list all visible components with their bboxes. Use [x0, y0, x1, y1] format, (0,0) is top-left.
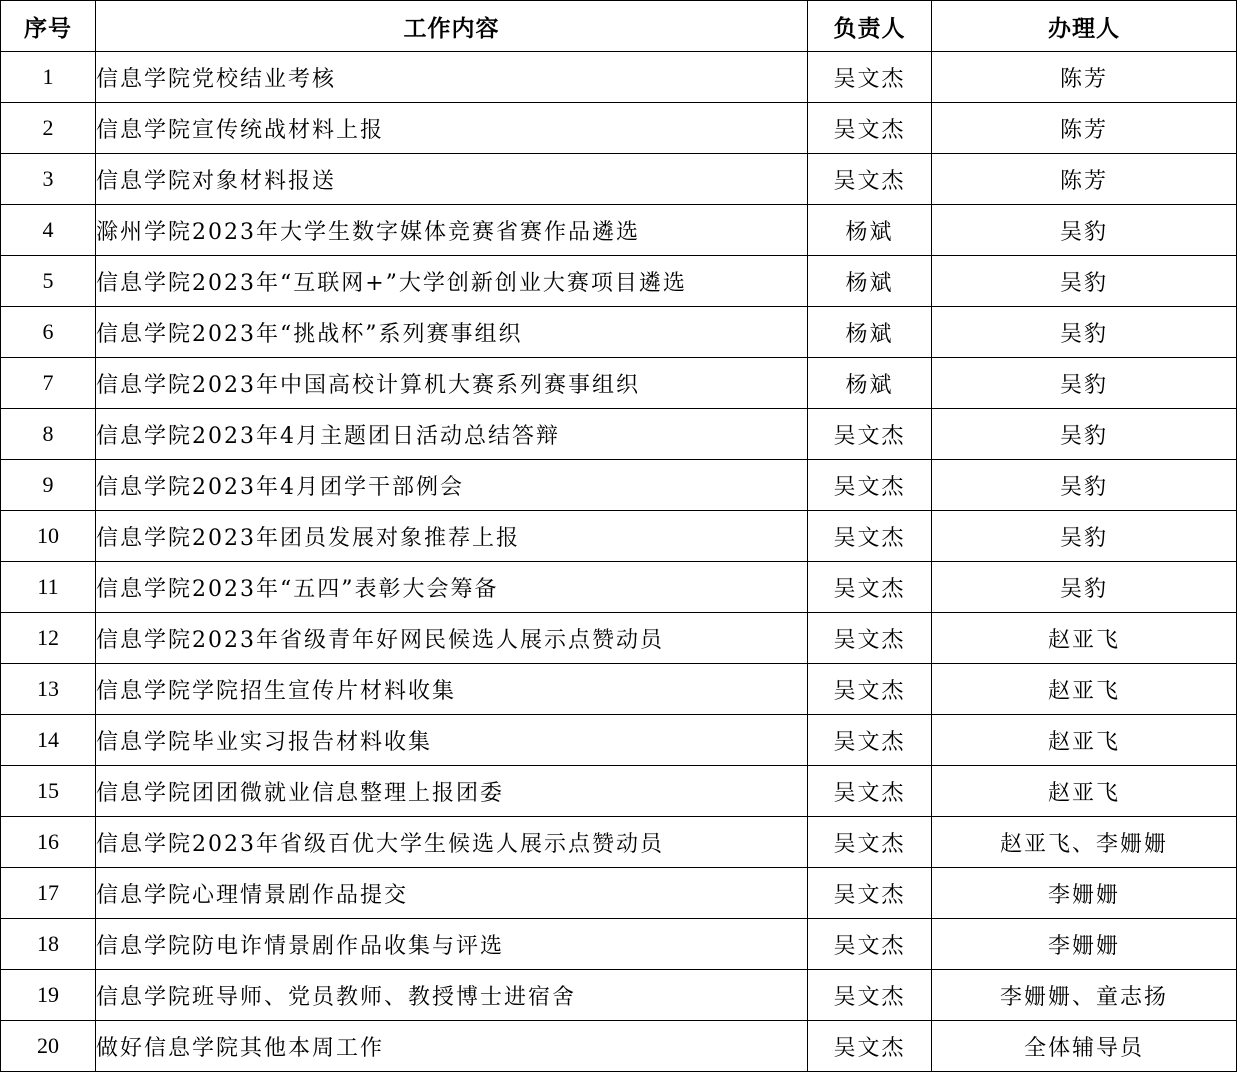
row-number: 7	[1, 358, 96, 409]
row-owner: 吴文杰	[808, 715, 932, 766]
row-work-content: 信息学院2023年“挑战杯”系列赛事组织	[96, 307, 808, 358]
row-owner: 吴文杰	[808, 970, 932, 1021]
table-row	[1, 817, 1237, 868]
row-number: 8	[1, 409, 96, 460]
row-handler: 陈芳	[932, 154, 1237, 205]
row-handler: 李姗姗、童志扬	[932, 970, 1237, 1021]
row-handler: 赵亚飞	[932, 766, 1237, 817]
row-number: 11	[1, 562, 96, 613]
table-row	[1, 358, 1237, 409]
row-work-content: 信息学院班导师、党员教师、教授博士进宿舍	[96, 970, 808, 1021]
row-owner: 吴文杰	[808, 613, 932, 664]
table-body	[1, 52, 1237, 1072]
row-work-content: 信息学院2023年团员发展对象推荐上报	[96, 511, 808, 562]
row-number: 5	[1, 256, 96, 307]
row-work-content: 信息学院2023年“五四”表彰大会筹备	[96, 562, 808, 613]
table-row	[1, 256, 1237, 307]
row-work-content: 信息学院团团微就业信息整理上报团委	[96, 766, 808, 817]
row-owner: 吴文杰	[808, 103, 932, 154]
row-handler: 吴豹	[932, 562, 1237, 613]
header-no: 序号	[1, 1, 96, 52]
table-row	[1, 1021, 1237, 1072]
row-handler: 李姗姗	[932, 919, 1237, 970]
table-row	[1, 613, 1237, 664]
row-handler: 全体辅导员	[932, 1021, 1237, 1072]
table-row	[1, 664, 1237, 715]
row-number: 1	[1, 52, 96, 103]
row-work-content: 信息学院2023年中国高校计算机大赛系列赛事组织	[96, 358, 808, 409]
row-work-content: 信息学院学院招生宣传片材料收集	[96, 664, 808, 715]
row-handler: 李姗姗	[932, 868, 1237, 919]
row-number: 20	[1, 1021, 96, 1072]
row-number: 2	[1, 103, 96, 154]
row-handler: 吴豹	[932, 460, 1237, 511]
row-handler: 吴豹	[932, 256, 1237, 307]
table-row	[1, 766, 1237, 817]
row-number: 15	[1, 766, 96, 817]
row-work-content: 滁州学院2023年大学生数字媒体竞赛省赛作品遴选	[96, 205, 808, 256]
table-row	[1, 919, 1237, 970]
row-number: 14	[1, 715, 96, 766]
row-owner: 吴文杰	[808, 919, 932, 970]
row-number: 3	[1, 154, 96, 205]
row-work-content: 信息学院对象材料报送	[96, 154, 808, 205]
row-work-content: 做好信息学院其他本周工作	[96, 1021, 808, 1072]
row-number: 10	[1, 511, 96, 562]
row-owner: 吴文杰	[808, 511, 932, 562]
row-work-content: 信息学院2023年省级青年好网民候选人展示点赞动员	[96, 613, 808, 664]
row-handler: 陈芳	[932, 103, 1237, 154]
table-row	[1, 154, 1237, 205]
row-handler: 吴豹	[932, 205, 1237, 256]
table-header-row	[1, 1, 1237, 52]
row-number: 9	[1, 460, 96, 511]
row-work-content: 信息学院宣传统战材料上报	[96, 103, 808, 154]
row-owner: 吴文杰	[808, 817, 932, 868]
table-row	[1, 562, 1237, 613]
row-owner: 吴文杰	[808, 664, 932, 715]
table-row	[1, 970, 1237, 1021]
row-work-content: 信息学院2023年“互联网+”大学创新创业大赛项目遴选	[96, 256, 808, 307]
row-number: 19	[1, 970, 96, 1021]
table-row	[1, 103, 1237, 154]
table-row	[1, 868, 1237, 919]
row-handler: 赵亚飞	[932, 715, 1237, 766]
row-owner: 吴文杰	[808, 154, 932, 205]
row-handler: 吴豹	[932, 409, 1237, 460]
table-row	[1, 715, 1237, 766]
row-handler: 吴豹	[932, 307, 1237, 358]
row-handler: 赵亚飞、李姗姗	[932, 817, 1237, 868]
row-number: 6	[1, 307, 96, 358]
table-row	[1, 460, 1237, 511]
row-owner: 吴文杰	[808, 868, 932, 919]
row-owner: 吴文杰	[808, 1021, 932, 1072]
row-work-content: 信息学院心理情景剧作品提交	[96, 868, 808, 919]
row-number: 18	[1, 919, 96, 970]
row-work-content: 信息学院党校结业考核	[96, 52, 808, 103]
table-row	[1, 409, 1237, 460]
row-owner: 吴文杰	[808, 409, 932, 460]
row-owner: 吴文杰	[808, 52, 932, 103]
row-number: 12	[1, 613, 96, 664]
row-owner: 杨斌	[808, 256, 932, 307]
row-work-content: 信息学院防电诈情景剧作品收集与评选	[96, 919, 808, 970]
header-content: 工作内容	[96, 1, 808, 52]
row-owner: 吴文杰	[808, 766, 932, 817]
row-handler: 赵亚飞	[932, 613, 1237, 664]
row-work-content: 信息学院2023年省级百优大学生候选人展示点赞动员	[96, 817, 808, 868]
row-work-content: 信息学院2023年4月主题团日活动总结答辩	[96, 409, 808, 460]
row-number: 13	[1, 664, 96, 715]
row-owner: 杨斌	[808, 307, 932, 358]
header-handler: 办理人	[932, 1, 1237, 52]
row-owner: 杨斌	[808, 205, 932, 256]
row-number: 17	[1, 868, 96, 919]
row-number: 4	[1, 205, 96, 256]
row-owner: 杨斌	[808, 358, 932, 409]
row-work-content: 信息学院2023年4月团学干部例会	[96, 460, 808, 511]
table-row	[1, 511, 1237, 562]
row-number: 16	[1, 817, 96, 868]
row-owner: 吴文杰	[808, 562, 932, 613]
row-handler: 陈芳	[932, 52, 1237, 103]
table-row	[1, 307, 1237, 358]
row-work-content: 信息学院毕业实习报告材料收集	[96, 715, 808, 766]
row-handler: 吴豹	[932, 358, 1237, 409]
row-handler: 吴豹	[932, 511, 1237, 562]
table-row	[1, 52, 1237, 103]
row-owner: 吴文杰	[808, 460, 932, 511]
table-row	[1, 205, 1237, 256]
row-handler: 赵亚飞	[932, 664, 1237, 715]
header-owner: 负责人	[808, 1, 932, 52]
